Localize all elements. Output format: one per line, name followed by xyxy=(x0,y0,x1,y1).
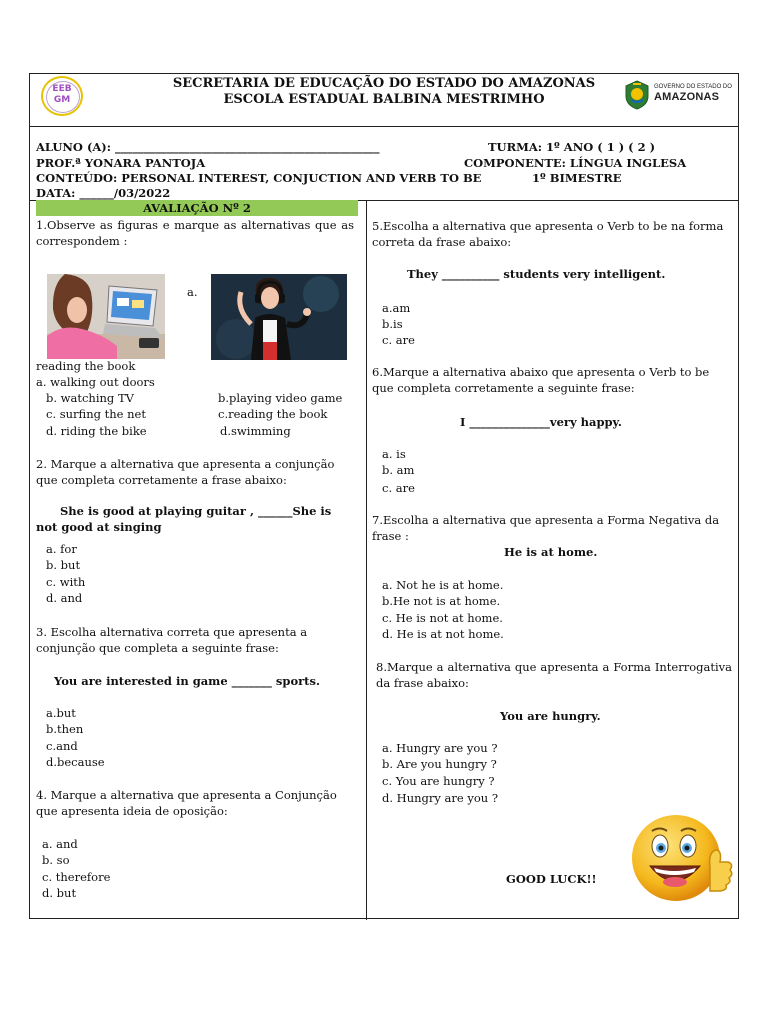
q6-option-1[interactable]: a. is xyxy=(382,447,406,461)
q7-option-2[interactable]: b.He not is at home. xyxy=(382,594,501,608)
q3-option-3[interactable]: c.and xyxy=(46,739,78,753)
bimestre-line: 1º BIMESTRE xyxy=(532,171,622,185)
q8-option-3[interactable]: c. You are hungry ? xyxy=(382,774,495,788)
q7-option-3[interactable]: c. He is not at home. xyxy=(382,611,503,625)
turma-field: TURMA: 1º ANO ( 1 ) ( 2 ) xyxy=(488,140,656,154)
school-logo-text: EEBGM xyxy=(52,84,72,105)
q8-option-1[interactable]: a. Hungry are you ? xyxy=(382,741,498,755)
girl-laptop-photo xyxy=(47,274,165,359)
q3-option-2[interactable]: b.then xyxy=(46,722,84,736)
q1-photo-marker: a. xyxy=(187,285,198,299)
q3-text: 3. Escolha alternativa correta que apresenta a conjunção que completa a seguinte frase: xyxy=(36,625,308,655)
professor-line: PROF.ª YONARA PANTOJA xyxy=(36,156,206,170)
gov-logo-small-text: GOVERNO DO ESTADO DO xyxy=(654,84,732,90)
header-line-1: SECRETARIA DE EDUCAÇÃO DO ESTADO DO AMAZONAS xyxy=(172,76,596,91)
q6-sentence: I ______________very happy. xyxy=(460,415,622,429)
q2-option-3[interactable]: c. with xyxy=(46,575,86,589)
q2-sentence: She is good at playing guitar , ______She is not good at singing xyxy=(36,504,332,534)
q4-option-1[interactable]: a. and xyxy=(42,837,78,851)
q5-sentence: They __________ students very intelligent. xyxy=(407,267,666,281)
q8-sentence: You are hungry. xyxy=(500,709,601,723)
conteudo-line: CONTEÚDO: PERSONAL INTEREST, CONJUCTION AND VERB TO BE xyxy=(36,171,482,185)
student-info xyxy=(30,126,738,201)
q1-option-right-3[interactable]: d.swimming xyxy=(220,424,291,438)
q2-option-1[interactable]: a. for xyxy=(46,542,77,556)
gov-logo-big-text: AMAZONAS xyxy=(654,91,720,103)
q5-option-2[interactable]: b.is xyxy=(382,317,403,331)
q5-option-3[interactable]: c. are xyxy=(382,333,415,347)
header xyxy=(30,74,738,127)
header-line-2: ESCOLA ESTADUAL BALBINA MESTRIMHO xyxy=(223,92,545,107)
q6-text: 6.Marque a alternativa abaixo que apresenta o Verb to be que completa corretamente a seguinte frase: xyxy=(372,365,710,395)
q5-option-1[interactable]: a.am xyxy=(382,301,411,315)
girl-headphones-photo xyxy=(211,274,347,360)
q4-option-3[interactable]: c. therefore xyxy=(42,870,111,884)
q7-sentence: He is at home. xyxy=(504,545,598,559)
thumbs-up-emoji-icon xyxy=(630,812,734,904)
q4-option-2[interactable]: b. so xyxy=(42,853,70,867)
q1-label-under-photo: reading the book xyxy=(36,359,136,373)
q7-option-4[interactable]: d. He is at not home. xyxy=(382,627,504,641)
aluno-field[interactable]: ALUNO (A): ______________________________________________ xyxy=(36,140,380,154)
q7-option-1[interactable]: a. Not he is at home. xyxy=(382,578,504,592)
q4-text: 4. Marque a alternativa que apresenta a Conjunção que apresenta ideia de oposição: xyxy=(36,788,337,818)
q6-option-2[interactable]: b. am xyxy=(382,463,415,477)
q8-option-2[interactable]: b. Are you hungry ? xyxy=(382,757,497,771)
q3-option-4[interactable]: d.because xyxy=(46,755,105,769)
amazonas-government-logo xyxy=(624,80,732,114)
q1-text: 1.Observe as figuras e marque as alternativas que as correspondem : xyxy=(36,218,354,248)
q1-option-left-1[interactable]: a. walking out doors xyxy=(36,375,155,389)
componente-line: COMPONENTE: LÍNGUA INGLESA xyxy=(464,156,687,170)
q2-option-4[interactable]: d. and xyxy=(46,591,83,605)
q8-text: 8.Marque a alternativa que apresenta a Forma Interrogativa da frase abaixo: xyxy=(376,660,732,690)
q1-option-right-1[interactable]: b.playing video game xyxy=(218,391,343,405)
good-luck-text: GOOD LUCK!! xyxy=(506,872,597,886)
data-field[interactable]: DATA: ______/03/2022 xyxy=(36,186,171,200)
q1-option-left-3[interactable]: c. surfing the net xyxy=(46,407,146,421)
q2-option-2[interactable]: b. but xyxy=(46,558,81,572)
q1-option-right-2[interactable]: c.reading the book xyxy=(218,407,328,421)
evaluation-title: AVALIAÇÃO Nº 2 xyxy=(36,200,358,216)
q8-option-4[interactable]: d. Hungry are you ? xyxy=(382,791,498,805)
q3-option-1[interactable]: a.but xyxy=(46,706,76,720)
q6-option-3[interactable]: c. are xyxy=(382,481,415,495)
q4-option-4[interactable]: d. but xyxy=(42,886,77,900)
q3-sentence: You are interested in game _______ sports. xyxy=(54,674,320,688)
q5-text: 5.Escolha a alternativa que apresenta o Verb to be na forma correta da frase abaixo: xyxy=(372,219,724,249)
q1-option-left-4[interactable]: d. riding the bike xyxy=(46,424,147,438)
column-divider xyxy=(366,200,367,920)
q7-text: 7.Escolha a alternativa que apresenta a Forma Negativa da frase : xyxy=(372,513,720,543)
q1-option-left-2[interactable]: b. watching TV xyxy=(46,391,134,405)
exam-sheet xyxy=(29,73,739,919)
q2-text: 2. Marque a alternativa que apresenta a conjunção que completa corretamente a frase abaixo: xyxy=(36,457,335,487)
